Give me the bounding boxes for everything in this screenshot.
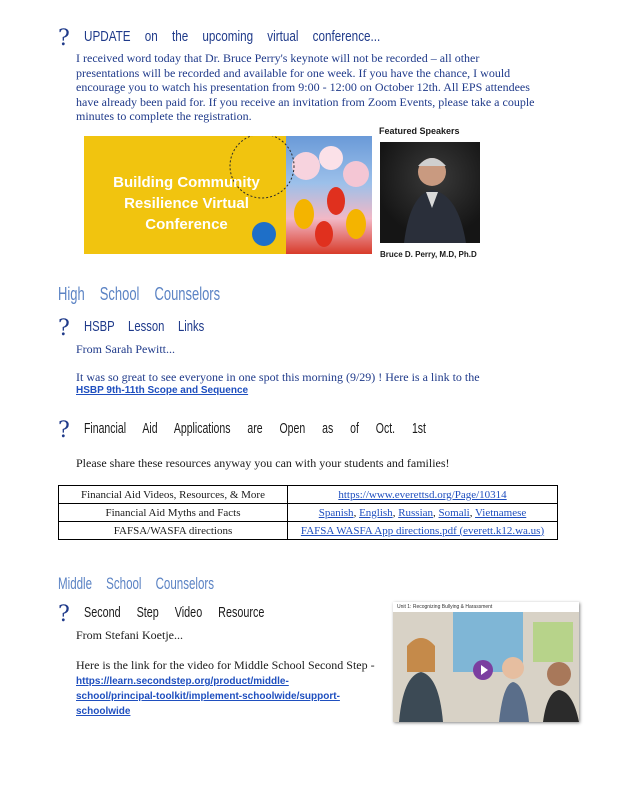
financial-aid-table	[58, 485, 558, 540]
update-heading: UPDATE on the upcoming virtual conference...	[84, 28, 381, 45]
bullet-question-mark: ?	[58, 418, 70, 443]
resources-link[interactable]: https://www.everettsd.org/Page/10314	[338, 488, 507, 501]
speaker-photo	[380, 142, 480, 243]
table-cell-label: FAFSA/WASFA directions	[59, 522, 288, 540]
somali-link[interactable]: Somali	[438, 506, 470, 519]
update-line-3: encourage you to watch his presentation from 9:00 - 12:00 on October 12th. All EPS attendees	[76, 80, 530, 94]
spanish-link[interactable]: Spanish	[318, 506, 354, 519]
high-school-section-title: High School Counselors	[58, 284, 221, 304]
conference-banner	[84, 136, 372, 254]
vietnamese-link[interactable]: Vietnamese	[475, 506, 527, 519]
second-step-body: Here is the link for the video for Middle School Second Step -	[76, 658, 375, 672]
table-cell-link	[288, 522, 558, 540]
second-step-heading: Second Step Video Resource	[84, 604, 265, 621]
speaker-caption: Bruce D. Perry, M.D, Ph.D	[380, 250, 477, 259]
table-cell-link: Spanish, English, Russian, Somali, Vietnamese	[288, 504, 558, 522]
video-header: Unit 1: Recognizing Bullying & Harassment	[393, 602, 579, 612]
table-cell-link	[288, 486, 558, 504]
table-cell-label: Financial Aid Videos, Resources, & More	[59, 486, 288, 504]
video-thumbnail[interactable]	[393, 602, 579, 722]
banner-line-2: Resilience Virtual	[124, 195, 249, 212]
second-step-link-line-3[interactable]: schoolwide	[76, 706, 131, 717]
hsbp-scope-link[interactable]: HSBP 9th-11th Scope and Sequence	[76, 385, 249, 396]
bullet-question-mark: ?	[58, 26, 70, 51]
table-row	[59, 522, 558, 540]
play-icon	[473, 660, 493, 680]
financial-aid-body: Please share these resources anyway you can with your students and families!	[76, 456, 450, 470]
english-link[interactable]: English	[359, 506, 393, 519]
bullet-question-mark: ?	[58, 316, 70, 341]
financial-aid-heading: Financial Aid Applications are Open as of Oct. 1st	[84, 420, 426, 437]
banner-title	[84, 172, 289, 235]
update-line-5: minutes to complete the registration.	[76, 109, 252, 123]
banner-line-3: Conference	[145, 216, 228, 233]
second-step-from: From Stefani Koetje...	[76, 628, 183, 642]
featured-speakers-label: Featured Speakers	[379, 126, 460, 136]
hsbp-body: It was so great to see everyone in one spot this morning (9/29) ! Here is a link to the	[76, 370, 480, 384]
table-cell-label: Financial Aid Myths and Facts	[59, 504, 288, 522]
play-button[interactable]	[473, 660, 493, 680]
russian-link[interactable]: Russian	[398, 506, 434, 519]
update-line-2: presentations will be recorded and available for one week. If you have the chance, I would	[76, 65, 511, 80]
fafsa-pdf-link[interactable]: FAFSA WASFA App directions.pdf (everett.k12.wa.us)	[300, 524, 545, 537]
update-body	[76, 51, 576, 124]
bullet-question-mark: ?	[58, 602, 70, 627]
hsbp-from: From Sarah Pewitt...	[76, 342, 175, 356]
table-row	[59, 504, 558, 522]
table-row	[59, 486, 558, 504]
second-step-link-line-2[interactable]: school/principal-toolkit/implement-schoolwide/support-	[76, 691, 340, 702]
second-step-link-line-1[interactable]: https://learn.secondstep.org/product/middle-	[76, 676, 289, 687]
update-line-1: I received word today that Dr. Bruce Perry's keynote will not be recorded – all other	[76, 51, 480, 65]
update-line-4: have already been paid for. If you receive an invitation from Zoom Events, please take a couple	[76, 94, 535, 109]
banner-line-1: Building Community	[113, 174, 260, 191]
speaker-icon	[380, 142, 480, 243]
second-step-link[interactable]	[76, 673, 340, 718]
hsbp-heading: HSBP Lesson Links	[84, 318, 205, 335]
middle-school-section-title: Middle School Counselors	[58, 574, 215, 593]
